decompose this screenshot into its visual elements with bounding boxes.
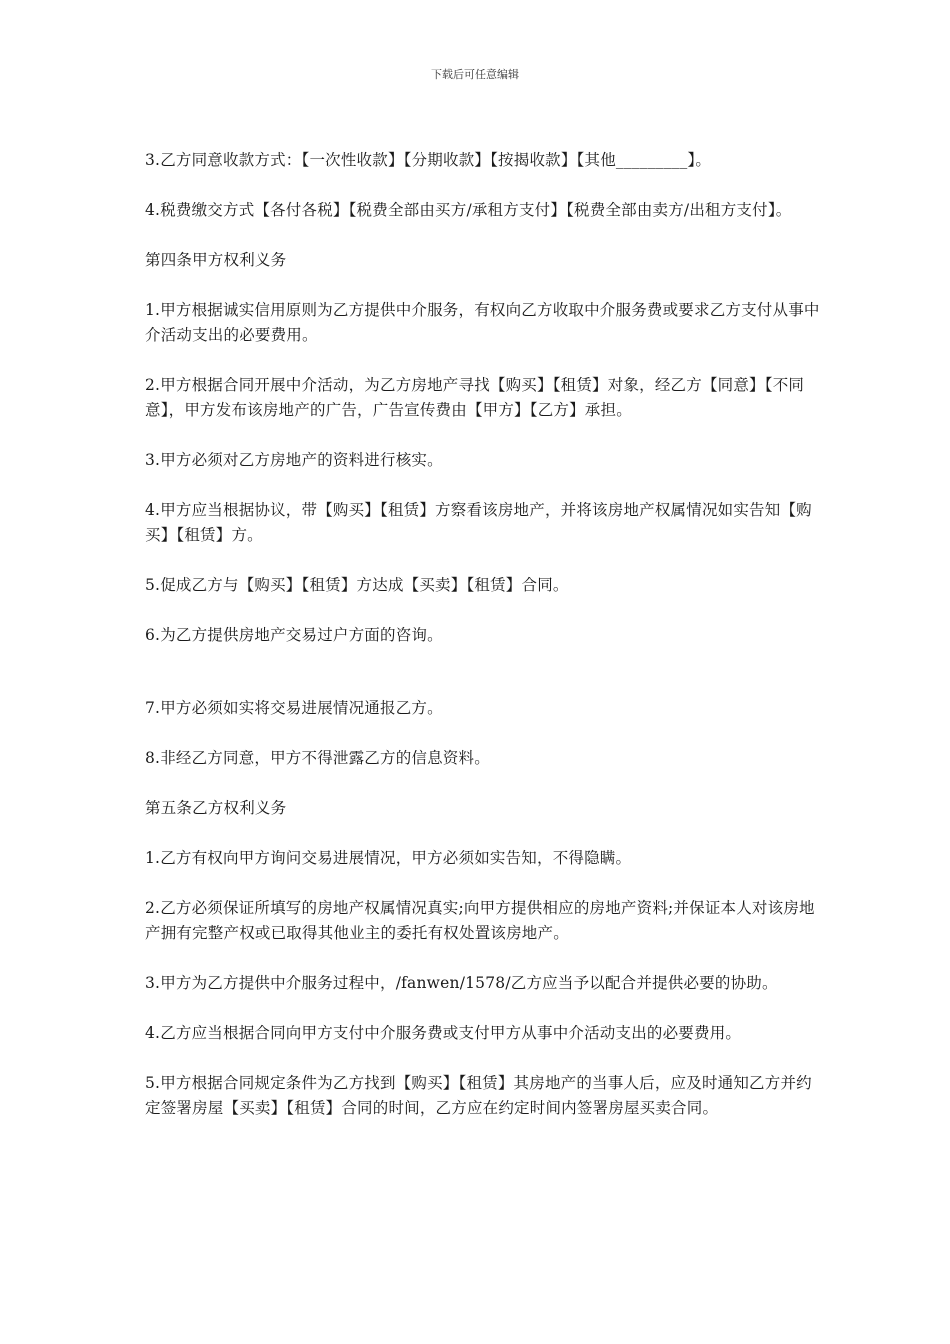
party-b-item-2: 2.乙方必须保证所填写的房地产权属情况真实;向甲方提供相应的房地产资料;并保证本人对该房地产拥有完整产权或已取得其他业主的委托有权处置该房地产。 xyxy=(145,899,815,942)
party-a-item-7: 7.甲方必须如实将交易进展情况通报乙方。 xyxy=(145,699,443,717)
party-b-item-1: 1.乙方有权向甲方询问交易进展情况，甲方必须如实告知，不得隐瞒。 xyxy=(145,849,632,867)
party-a-item-3: 3.甲方必须对乙方房地产的资料进行核实。 xyxy=(145,451,443,469)
party-b-item-5: 5.甲方根据合同规定条件为乙方找到【购买】【租赁】其房地产的当事人后，应及时通知乙方并约定签署房屋【买卖】【租赁】合同的时间，乙方应在约定时间内签署房屋买卖合同。 xyxy=(145,1074,812,1117)
document-body xyxy=(145,148,820,1146)
clause-4-tax-method: 4.税费缴交方式【各付各税】【税费全部由买方/承租方支付】【税费全部由卖方/出租方支付】。 xyxy=(145,201,792,219)
section-heading-5: 第五条乙方权利义务 xyxy=(145,799,287,817)
party-a-item-8: 8.非经乙方同意，甲方不得泄露乙方的信息资料。 xyxy=(145,749,490,767)
party-a-item-1: 1.甲方根据诚实信用原则为乙方提供中介服务，有权向乙方收取中介服务费或要求乙方支付从事中介活动支出的必要费用。 xyxy=(145,301,820,344)
clause-3-payment-method: 3.乙方同意收款方式：【一次性收款】【分期收款】【按揭收款】【其他_________】。 xyxy=(145,151,712,169)
party-a-item-5: 5.促成乙方与【购买】【租赁】方达成【买卖】【租赁】合同。 xyxy=(145,576,569,594)
party-b-item-4: 4.乙方应当根据合同向甲方支付中介服务费或支付甲方从事中介活动支出的必要费用。 xyxy=(145,1024,742,1042)
page-header: 下载后可任意编辑 xyxy=(431,68,519,81)
party-b-item-3: 3.甲方为乙方提供中介服务过程中，/fanwen/1578/乙方应当予以配合并提供必要的协助。 xyxy=(145,974,778,992)
party-a-item-2: 2.甲方根据合同开展中介活动，为乙方房地产寻找【购买】【租赁】对象，经乙方【同意】【不同意】，甲方发布该房地产的广告，广告宣传费由【甲方】【乙方】承担。 xyxy=(145,376,805,419)
section-heading-4: 第四条甲方权利义务 xyxy=(145,251,287,269)
party-a-item-6: 6.为乙方提供房地产交易过户方面的咨询。 xyxy=(145,626,443,644)
party-a-item-4: 4.甲方应当根据协议，带【购买】【租赁】方察看该房地产，并将该房地产权属情况如实告知【购买】【租赁】方。 xyxy=(145,501,812,544)
